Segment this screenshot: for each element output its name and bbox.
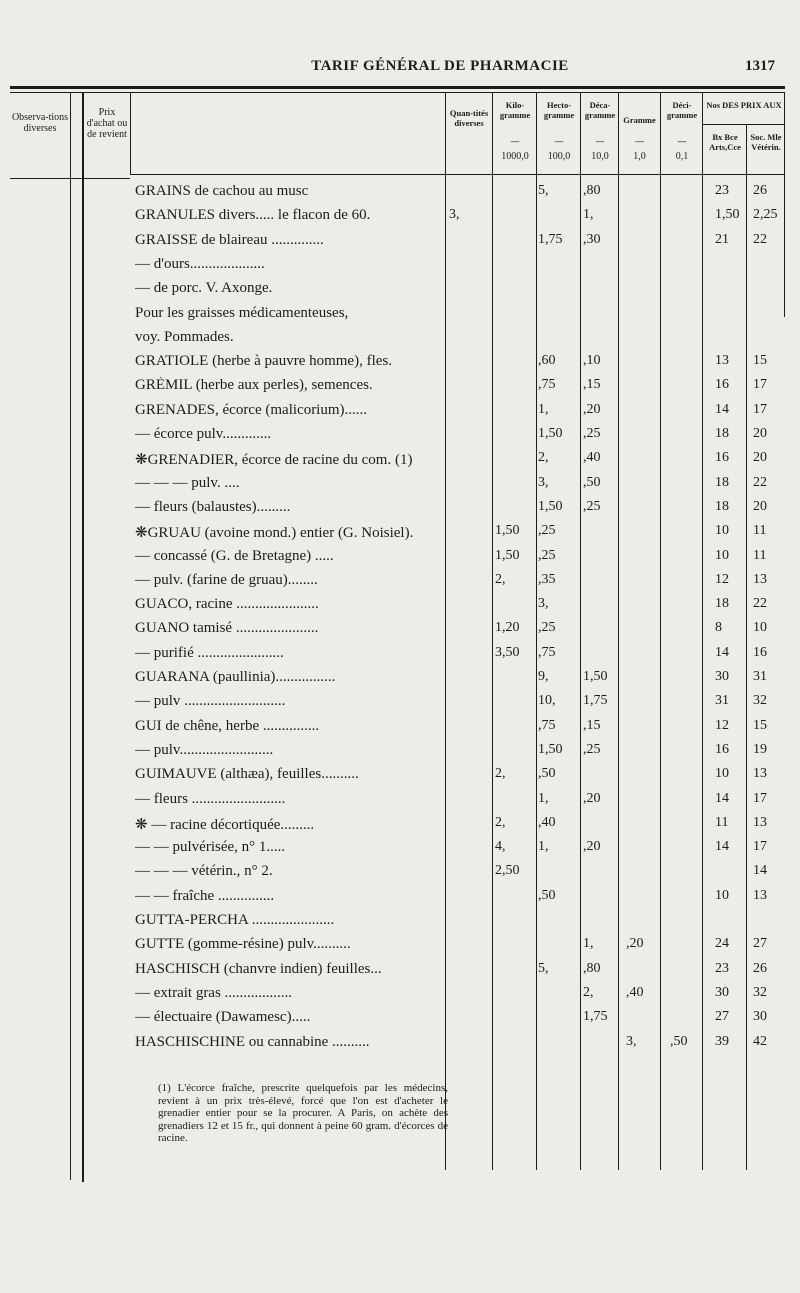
row-gramme: 3,: [626, 1033, 637, 1049]
header-quantites: Quan-tités diverses: [449, 108, 489, 128]
row-prix-veterin: 17: [753, 839, 767, 855]
row-prix-veterin: 32: [753, 984, 767, 1000]
row-prix-veterin: 26: [753, 183, 767, 198]
row-prix-veterin: 11: [753, 523, 767, 539]
table-row: [0, 207, 800, 231]
row-prix-arts: 18: [715, 426, 729, 441]
row-decagramme: ,25: [583, 426, 601, 441]
header-arts: Bx Bce Arts,Cce: [709, 132, 741, 152]
row-prix-veterin: 15: [753, 353, 767, 369]
row-label: GRAINS de cachou au musc: [135, 183, 309, 199]
row-prix-arts: 23: [715, 183, 729, 198]
row-label: GRAISSE de blaireau ..............: [135, 231, 324, 248]
table-row: [0, 329, 800, 353]
row-prix-veterin: 32: [753, 693, 767, 709]
row-prix-arts: 39: [715, 1033, 729, 1049]
table-row: [0, 961, 800, 985]
row-prix-veterin: 17: [753, 377, 767, 393]
row-hectogramme: ,40: [538, 814, 556, 830]
row-label: — — fraîche ...............: [135, 887, 275, 904]
header-dash-kg: —: [510, 136, 520, 146]
row-prix-arts: 16: [715, 741, 729, 757]
row-prix-veterin: 11: [753, 547, 767, 563]
row-prix-arts: 10: [715, 887, 729, 903]
row-decagramme: 1,: [583, 936, 594, 952]
row-decigramme: ,50: [670, 1033, 688, 1049]
row-prix-veterin: 13: [753, 766, 767, 782]
header-observations: Observa-tions diverses: [11, 112, 69, 134]
header-gramme: Gramme: [623, 115, 656, 125]
row-decagramme: ,50: [583, 474, 601, 490]
table-row: [0, 620, 800, 644]
row-prix-arts: 8: [715, 620, 722, 636]
row-decagramme: ,25: [583, 498, 601, 514]
row-label: — — — vétérin., n° 2.: [135, 863, 273, 880]
row-prix-arts: 10: [715, 547, 729, 563]
row-label: ❋ — racine décortiquée.........: [135, 816, 315, 833]
row-prix-arts: 10: [715, 523, 729, 539]
table-row: [0, 232, 800, 256]
col-line-label-start: [130, 92, 131, 174]
row-gramme: ,20: [626, 936, 644, 952]
row-prix-veterin: 31: [753, 669, 767, 684]
row-quantites: 3,: [449, 207, 460, 223]
row-decagramme: ,15: [583, 717, 601, 733]
row-hectogramme: ,25: [538, 523, 556, 539]
header-dash-dag: —: [595, 136, 605, 146]
row-prix-arts: 14: [715, 839, 729, 855]
row-label: — pulv. (farine de gruau)........: [135, 571, 318, 588]
row-decagramme: ,20: [583, 790, 601, 806]
row-prix-arts: 30: [715, 669, 729, 684]
row-prix-arts: 1,50: [715, 207, 740, 223]
header-hectogramme: Hecto-gramme: [543, 100, 575, 120]
row-label: GRENADES, écorce (malicorium)......: [135, 401, 368, 418]
row-decagramme: ,10: [583, 353, 601, 369]
table-row: [0, 1009, 800, 1033]
table-row: [0, 815, 800, 839]
row-prix-arts: 21: [715, 231, 729, 247]
row-hectogramme: 1,: [538, 401, 549, 417]
header-dash-hg: —: [554, 136, 564, 146]
row-label: — — pulvérisée, n° 1.....: [135, 839, 286, 856]
row-prix-veterin: 13: [753, 887, 767, 903]
row-kilogramme: 2,50: [495, 863, 520, 879]
row-prix-veterin: 16: [753, 644, 767, 660]
row-label: GRANULES divers..... le flacon de 60.: [135, 207, 371, 224]
table-row: [0, 1034, 800, 1058]
row-decagramme: ,30: [583, 231, 601, 247]
row-prix-veterin: 22: [753, 231, 767, 247]
row-prix-arts: 16: [715, 450, 729, 466]
header-dash-g: —: [635, 136, 644, 146]
row-hectogramme: ,60: [538, 353, 556, 369]
row-hectogramme: 2,: [538, 450, 549, 466]
row-prix-veterin: 27: [753, 936, 767, 952]
row-label: — fleurs (balaustes).........: [135, 498, 291, 515]
table-row: [0, 863, 800, 887]
row-hectogramme: ,35: [538, 571, 556, 587]
row-prix-arts: 30: [715, 984, 729, 1000]
table-row: [0, 572, 800, 596]
row-hectogramme: ,50: [538, 766, 556, 782]
row-prix-veterin: 22: [753, 474, 767, 490]
table-row: [0, 936, 800, 960]
table-row: [0, 450, 800, 474]
row-prix-arts: 18: [715, 474, 729, 490]
table-row: [0, 985, 800, 1009]
table-row: [0, 791, 800, 815]
row-label: — concassé (G. de Bretagne) .....: [135, 547, 334, 564]
row-prix-veterin: 26: [753, 960, 767, 976]
header-nos-prix: Nos DES PRIX AUX: [706, 100, 782, 110]
row-hectogramme: 5,: [538, 183, 549, 198]
header-bottom-rule: [130, 174, 785, 175]
row-hectogramme: ,25: [538, 547, 556, 563]
row-prix-veterin: 30: [753, 1009, 767, 1025]
row-prix-veterin: 14: [753, 863, 767, 879]
row-hectogramme: 1,: [538, 790, 549, 806]
row-hectogramme: ,75: [538, 717, 556, 733]
header-soc: Soc. Mle Vétérin.: [750, 132, 782, 152]
row-prix-veterin: 20: [753, 426, 767, 441]
table-row: [0, 256, 800, 280]
row-kilogramme: 1,50: [495, 523, 520, 539]
row-decagramme: ,25: [583, 741, 601, 757]
row-decagramme: 2,: [583, 984, 594, 1000]
row-prix-veterin: 17: [753, 790, 767, 806]
row-label: — écorce pulv.............: [135, 426, 272, 442]
top-rule: [10, 86, 785, 89]
row-hectogramme: 1,: [538, 839, 549, 855]
table-row: [0, 305, 800, 329]
row-label: ❋GRENADIER, écorce de racine du com. (1): [135, 452, 413, 469]
row-prix-arts: 24: [715, 936, 729, 952]
row-kilogramme: 2,: [495, 571, 506, 587]
row-label: — — — pulv. ....: [135, 474, 240, 491]
header-base-dg: 0,1: [675, 151, 689, 162]
row-label: — pulv ...........................: [135, 693, 286, 710]
row-prix-arts: 13: [715, 353, 729, 369]
row-label: GUI de chêne, herbe ...............: [135, 717, 320, 734]
table-row: [0, 377, 800, 401]
row-label: GUANO tamisé ......................: [135, 620, 319, 637]
running-title: TARIF GÉNÉRAL DE PHARMACIE: [311, 58, 569, 74]
row-label: HASCHISCH (chanvre indien) feuilles...: [135, 960, 382, 977]
table-row: [0, 742, 800, 766]
row-prix-arts: 14: [715, 644, 729, 660]
table-row: [0, 523, 800, 547]
row-decagramme: 1,75: [583, 693, 608, 709]
table-row: [0, 499, 800, 523]
row-prix-arts: 10: [715, 766, 729, 782]
table-row: [0, 839, 800, 863]
header-decigramme: Déci-gramme: [666, 100, 698, 120]
row-prix-veterin: 20: [753, 498, 767, 514]
row-prix-arts: 12: [715, 571, 729, 587]
row-label: HASCHISCHINE ou cannabine ..........: [135, 1033, 370, 1050]
footnote: (1) L'écorce fraîche, prescrite quelquefois par les médecins, revient à un prix très-élevé, forcé que l'on est d'acheter le grenadier entier pour se la procurer. A Paris, on achète des grenadiers 12 et 15 fr., qui donnent à peine 60 gram. d'écorces de racine.: [158, 1082, 448, 1144]
row-hectogramme: 1,50: [538, 426, 563, 441]
row-decagramme: ,80: [583, 183, 601, 198]
row-decagramme: 1,75: [583, 1009, 608, 1025]
row-decagramme: 1,: [583, 207, 594, 223]
row-hectogramme: 3,: [538, 474, 549, 490]
row-label: GUACO, racine ......................: [135, 596, 319, 613]
row-prix-arts: 18: [715, 498, 729, 514]
row-prix-veterin: 22: [753, 596, 767, 612]
row-hectogramme: 1,75: [538, 231, 563, 247]
row-prix-arts: 14: [715, 401, 729, 417]
row-kilogramme: 4,: [495, 839, 506, 855]
row-label: voy. Pommades.: [135, 328, 234, 345]
row-prix-veterin: 13: [753, 571, 767, 587]
table-row: [0, 718, 800, 742]
header-base-hg: 100,0: [547, 151, 571, 162]
table-row: [0, 426, 800, 450]
table-row: [0, 669, 800, 693]
table-row: [0, 645, 800, 669]
row-prix-arts: 16: [715, 377, 729, 393]
row-label: GRATIOLE (herbe à pauvre homme), fles.: [135, 353, 392, 370]
row-prix-veterin: 19: [753, 741, 767, 757]
row-prix-arts: 31: [715, 693, 729, 709]
row-hectogramme: 9,: [538, 669, 549, 684]
row-prix-arts: 12: [715, 717, 729, 733]
header-base-g: 1,0: [633, 151, 646, 162]
row-prix-veterin: 20: [753, 450, 767, 466]
row-hectogramme: 3,: [538, 596, 549, 612]
row-label: — pulv.........................: [135, 741, 274, 758]
table-row: [0, 402, 800, 426]
row-prix-veterin: 17: [753, 401, 767, 417]
header-dash-dg: —: [677, 136, 687, 146]
row-decagramme: ,80: [583, 960, 601, 976]
row-kilogramme: 1,20: [495, 620, 520, 636]
table-row: [0, 280, 800, 304]
row-prix-veterin: 13: [753, 814, 767, 830]
row-prix-arts: 11: [715, 814, 729, 830]
row-decagramme: 1,50: [583, 669, 608, 684]
table-row: [0, 693, 800, 717]
row-kilogramme: 3,50: [495, 644, 520, 660]
row-prix-veterin: 10: [753, 620, 767, 636]
table-row: [0, 353, 800, 377]
row-label: ❋GRUAU (avoine mond.) entier (G. Noisiel).: [135, 525, 414, 542]
header-decagramme: Déca-gramme: [584, 100, 616, 120]
row-hectogramme: 10,: [538, 693, 556, 709]
row-prix-arts: 27: [715, 1009, 729, 1025]
row-prix-veterin: 42: [753, 1033, 767, 1049]
row-label: — extrait gras ..................: [135, 984, 293, 1001]
row-label: Pour les graisses médicamenteuses,: [135, 304, 349, 321]
header-kilogramme: Kilo-gramme: [499, 100, 531, 120]
row-label: — électuaire (Dawamesc).....: [135, 1009, 311, 1026]
row-label: GUTTA-PERCHA ......................: [135, 912, 335, 928]
row-label: — fleurs .........................: [135, 790, 286, 807]
row-hectogramme: ,75: [538, 377, 556, 393]
row-kilogramme: 2,: [495, 766, 506, 782]
top-rule-thin: [10, 92, 785, 93]
row-prix-arts: 23: [715, 960, 729, 976]
row-kilogramme: 1,50: [495, 547, 520, 563]
row-decagramme: ,20: [583, 839, 601, 855]
row-label: GUARANA (paullinia)................: [135, 669, 336, 685]
row-label: GRÈMIL (herbe aux perles), semences.: [135, 377, 373, 394]
row-hectogramme: 1,50: [538, 498, 563, 514]
row-label: GUIMAUVE (althæa), feuilles..........: [135, 766, 359, 783]
header-base-kg: 1000,0: [501, 151, 529, 162]
table-row: [0, 888, 800, 912]
row-hectogramme: ,25: [538, 620, 556, 636]
row-hectogramme: ,75: [538, 644, 556, 660]
row-hectogramme: 5,: [538, 960, 549, 976]
table-row: [0, 596, 800, 620]
row-gramme: ,40: [626, 984, 644, 1000]
row-prix-veterin: 2,25: [753, 207, 778, 223]
row-label: GUTTE (gomme-résine) pulv..........: [135, 936, 351, 953]
header-prix-rule: [702, 124, 784, 125]
row-decagramme: ,20: [583, 401, 601, 417]
table-row: [0, 548, 800, 572]
header-base-dag: 10,0: [591, 151, 609, 162]
row-hectogramme: 1,50: [538, 741, 563, 757]
row-kilogramme: 2,: [495, 814, 506, 830]
row-hectogramme: ,50: [538, 887, 556, 903]
row-decagramme: ,15: [583, 377, 601, 393]
row-label: — de porc. V. Axonge.: [135, 280, 273, 297]
table-row: [0, 475, 800, 499]
row-label: — d'ours....................: [135, 255, 265, 272]
table-row: [0, 766, 800, 790]
row-decagramme: ,40: [583, 450, 601, 466]
page-number: 1317: [745, 58, 775, 74]
row-prix-arts: 18: [715, 596, 729, 612]
header-prix-achat: Prix d'achat ou de revient: [86, 107, 128, 140]
row-label: — purifié .......................: [135, 644, 284, 661]
row-prix-arts: 14: [715, 790, 729, 806]
table-row: [0, 183, 800, 207]
row-prix-veterin: 15: [753, 717, 767, 733]
table-row: [0, 912, 800, 936]
